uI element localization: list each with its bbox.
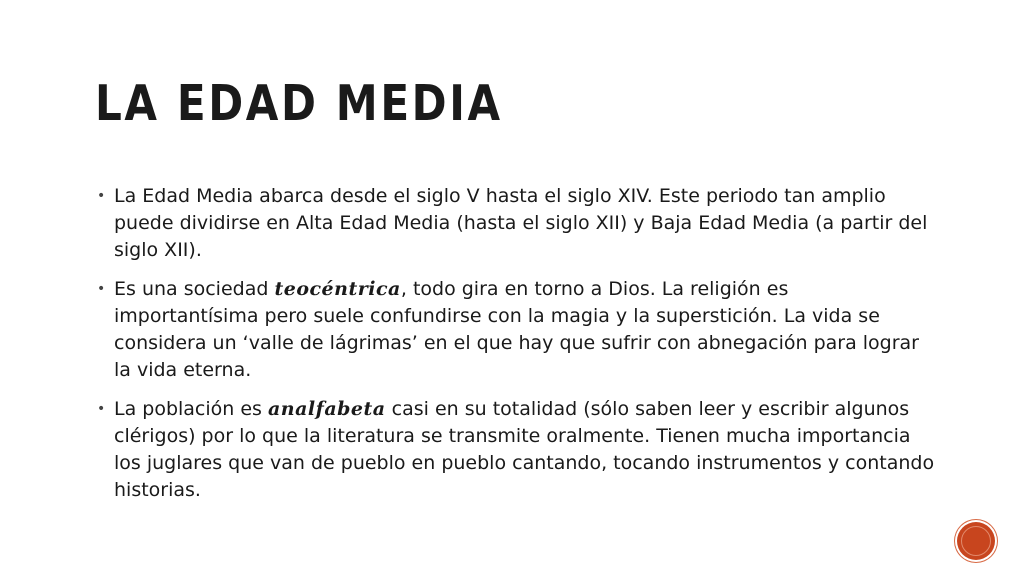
bullet-dot-icon: • [97,401,106,417]
bullet-item-2 [96,276,936,384]
slide-number-badge [957,522,995,560]
bullet-item-1 [96,183,936,264]
bullet-2-text-start: Es una sociedad [114,278,275,300]
bullet-2-text-end: , todo gira en torno a Dios. La religión es importantísima pero suele confundirse con la magia y la superstición. La vida se considera un ‘valle de lágrimas’ en el que hay que sufrir con abnegación para lograr la vida eterna. [114,278,919,381]
bullet-item-3 [96,396,936,504]
bullet-1-text: La Edad Media abarca desde el siglo V hasta el siglo XIV. Este periodo tan amplio puede dividirse en Alta Edad Media (hasta el siglo XII) y Baja Edad Media (a partir del siglo XII). [114,185,928,261]
slide-title-area [95,76,955,138]
bullet-dot-icon: • [97,281,106,297]
bullet-3-emphasis: analfabeta [268,398,386,420]
bullet-2-emphasis: teocéntrica [274,278,401,300]
badge-ring [961,526,991,556]
bullet-list [96,183,936,504]
bullet-dot-icon: • [97,188,106,204]
slide-body [96,183,936,516]
bullet-3-text-start: La población es [114,398,268,420]
slide-title: LA EDAD MEDIA [95,75,503,132]
bullet-3-text-end: casi en su totalidad (sólo saben leer y escribir algunos clérigos) por lo que la literatura se transmite oralmente. Tienen mucha importancia los juglares que van de pueblo en pueblo cantando, tocando instrumentos y contando historias. [114,398,935,501]
